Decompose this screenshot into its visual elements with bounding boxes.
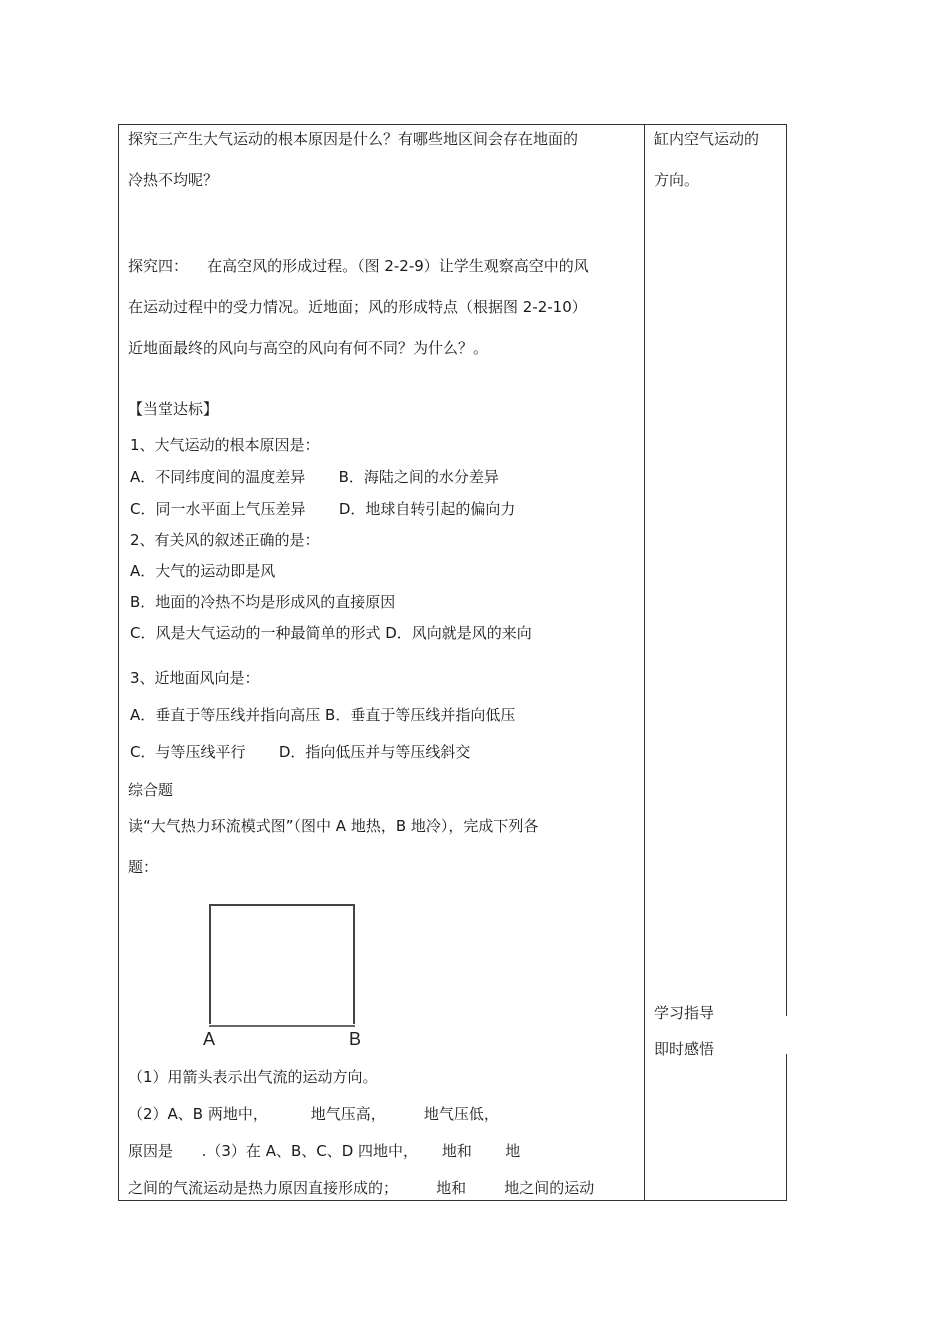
table-right-border (786, 124, 787, 1016)
diagram-top-edge (209, 904, 355, 906)
comprehensive-title: 综合题 (128, 781, 174, 799)
q1-options-ab: A．不同纬度间的温度差异 B．海陆之间的水分差异 (130, 468, 499, 486)
q3-stem: 3、近地面风向是： (130, 669, 260, 687)
diagram-bottom-edge (209, 1025, 355, 1027)
table-right-border-lower (786, 1054, 787, 1201)
explore3-line1: 探究三产生大气运动的根本原因是什么？有哪些地区间会存在地面的 (128, 130, 579, 148)
comprehensive-line1: 读“大气热力环流模式图”（图中 A 地热，B 地冷），完成下列各 (128, 817, 539, 835)
diagram-label-a: A (203, 1029, 216, 1049)
q1-options-cd: C．同一水平面上气压差异 D．地球自转引起的偏向力 (130, 500, 516, 518)
q3-options-cd: C．与等压线平行 D．指向低压并与等压线斜交 (130, 743, 471, 761)
sub-question-1: （1）用箭头表示出气流的运动方向。 (128, 1068, 378, 1086)
right-note-line2: 方向。 (654, 171, 700, 189)
table-middle-border (644, 124, 645, 1201)
diagram-label-b: B (349, 1029, 362, 1049)
explore3-line2: 冷热不均呢？ (128, 171, 219, 189)
diagram-left-edge (209, 906, 211, 1024)
q2-options-cd: C．风是大气运动的一种最简单的形式 D．风向就是风的来向 (130, 624, 532, 642)
q3-options-ab: A．垂直于等压线并指向高压 B．垂直于等压线并指向低压 (130, 706, 516, 724)
q2-option-a: A．大气的运动即是风 (130, 562, 276, 580)
sub-question-3-clip (128, 1170, 633, 1200)
q2-stem: 2、有关风的叙述正确的是： (130, 531, 320, 549)
sub-question-2: （2）A、B 两地中， 地气压高， 地气压低， (128, 1105, 499, 1123)
q2-option-b: B．地面的冷热不均是形成风的直接原因 (130, 593, 396, 611)
explore4-line2: 在运动过程中的受力情况。近地面；风的形成特点（根据图 2-2-10） (128, 298, 587, 316)
q1-stem: 1、大气运动的根本原因是： (130, 436, 320, 454)
sub-question-2-continued: 原因是 .（3）在 A、B、C、D 四地中， 地和 地 (128, 1142, 521, 1160)
learning-guide-label: 学习指导 (654, 1004, 715, 1022)
right-note-line1: 缸内空气运动的 (654, 130, 760, 148)
section-title: 【当堂达标】 (128, 400, 219, 418)
table-top-border (118, 124, 787, 125)
comprehensive-line2: 题： (128, 858, 159, 876)
table-left-border (118, 124, 119, 1201)
explore4-line3: 近地面最终的风向与高空的风向有何不同？为什么？。 (128, 339, 489, 357)
instant-reflection-label: 即时感悟 (654, 1040, 715, 1058)
sub-question-3-continued: 之间的气流运动是热力原因直接形成的； 地和 地之间的运动 (128, 1179, 595, 1197)
explore4-line1: 探究四： 在高空风的形成过程。（图 2-2-9）让学生观察高空中的风 (128, 257, 589, 275)
diagram-right-edge (353, 906, 355, 1024)
table-bottom-border (118, 1200, 787, 1201)
